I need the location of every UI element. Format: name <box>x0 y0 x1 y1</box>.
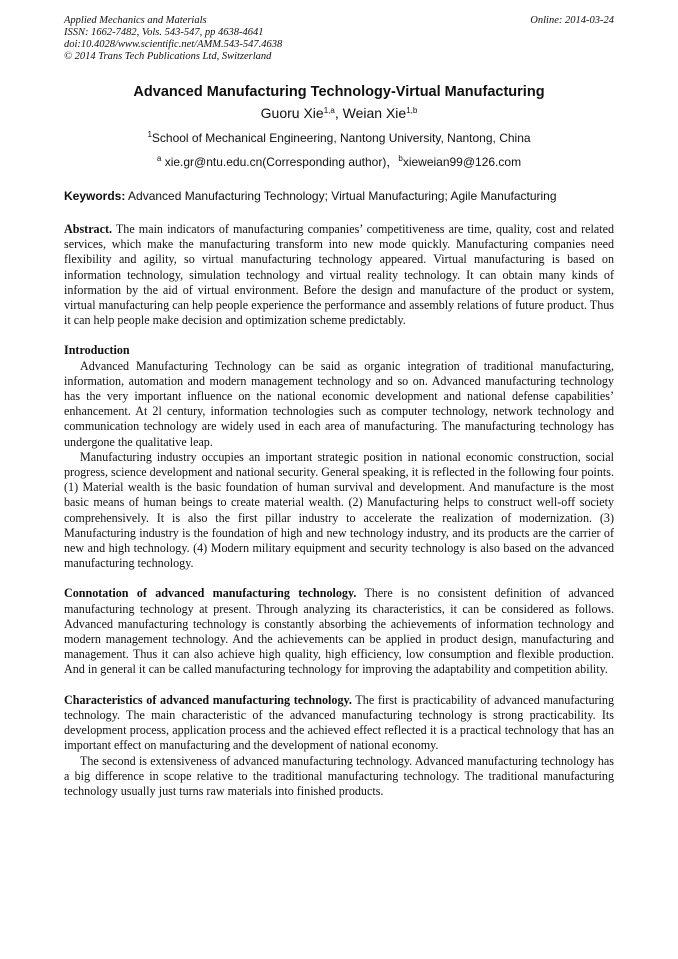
online-date: Online: 2014-03-24 <box>530 15 614 26</box>
keywords <box>64 189 614 204</box>
author-2-sup: 1,b <box>406 106 418 115</box>
author-1-sup: 1,a <box>323 106 335 115</box>
email-a[interactable]: xie.gr@ntu.edu.cn(Corresponding author)， <box>161 155 399 169</box>
author-1-name: Guoru Xie <box>260 105 324 121</box>
email-b[interactable]: xieweian99@126.com <box>402 155 522 169</box>
keywords-text: Advanced Manufacturing Technology; Virtual Manufacturing; Agile Manufacturing <box>125 189 557 203</box>
author-line <box>64 104 614 122</box>
affiliation-sup: 1 <box>147 130 152 139</box>
author-2-name: Weian Xie <box>342 105 407 121</box>
introduction-heading: Introduction <box>64 343 130 358</box>
journal-header <box>64 15 614 63</box>
abstract-label: Abstract. <box>64 222 113 236</box>
characteristics-text: The first is practicability of advanced manufacturing technology. The main characteristic of the advanced manufacturing technology is strong practicability. Its development process, application process and the achieved effect reflected it is a practical technology that has an important effect on manufacturing and the development of national economy. <box>64 692 614 753</box>
email-a-sup: a <box>156 154 162 163</box>
email-line <box>64 155 614 170</box>
journal-copyright: © 2014 Trans Tech Publications Ltd, Switzerland <box>64 51 272 62</box>
keywords-label: Keywords: <box>64 189 126 203</box>
introduction-paragraph-2: Manufacturing industry occupies an important strategic position in national economic construction, social progress, science development and national security. General speaking, it is reflected in the following four points. (1) Material wealth is the basic foundation of human survival and development. And manufacture is the most basic means of human beings to create material wealth. (2) Manufacturing helps to construct well-off society comprehensively. It is also the first pillar industry to accelerate the realization of modernization. (3) Manufacturing industry is the foundation of high and new technology industry, and its products are the carrier of new and high technology. (4) Modern military equipment and security technology is also based on the advanced manufacturing technology. <box>64 449 614 571</box>
connotation-section <box>64 586 614 677</box>
abstract-text: The main indicators of manufacturing companies’ competitiveness are time, quality, cost and related services, which make the manufacturing transform into new mode quickly. Manufacturing companies need flexibility and agility, so virtual manufacturing technology appeared. Virtual manufacturing is based on information technology, simulation technology and virtual reality technology. It can obtain many kinds of information by the aid of virtual environment. Before the design and manufacture of the product or system, virtual manufacturing can help people experience the performance and assembly relations of future product. Thus it can help people make decision and optimization scheme predictably. <box>64 222 614 328</box>
introduction-paragraph-1: Advanced Manufacturing Technology can be said as organic integration of traditional manufacturing, information, automation and modern management technology and so on. Advanced manufacturing technology has the very important influence on the national economic development and national defense capabilities’ enhancement. At 2l century, information technologies such as computer technology, network technology and communication technology are widely used in each area of manufacturing. The manufacturing technology has undergone the qualitative leap. <box>64 358 614 449</box>
author-separator: , <box>334 105 343 121</box>
characteristics-section <box>64 693 614 754</box>
abstract <box>64 222 614 328</box>
journal-issn: ISSN: 1662-7482, Vols. 543-547, pp 4638-4641 <box>64 27 264 38</box>
journal-doi: doi:10.4028/www.scientific.net/AMM.543-547.4638 <box>64 39 283 50</box>
connotation-label: Connotation of advanced manufacturing technology. <box>64 586 357 601</box>
affiliation <box>64 131 614 146</box>
paper-title: Advanced Manufacturing Technology-Virtual Manufacturing <box>133 84 545 100</box>
connotation-text: There is no consistent definition of advanced manufacturing technology at present. Through analyzing its characteristics, it can be considered as follows. Advanced manufacturing technology is constantly absorbing the achievements of information technology and modern management technology. And the achievements can be applied in product design, manufacturing and management. Thus it can also achieve high quality, high efficiency, low consumption and flexible production. And in general it can be called manufacturing technology for improving the adaptability and competition ability. <box>64 586 614 677</box>
characteristics-label: Characteristics of advanced manufacturing technology. <box>64 692 352 707</box>
characteristics-paragraph-2: The second is extensiveness of advanced manufacturing technology. Advanced manufacturing technology has a big difference in scope relative to the traditional manufacturing technology. The traditional manufacturing technology usually just turns raw materials into finished products. <box>64 753 614 798</box>
affiliation-text: School of Mechanical Engineering, Nantong University, Nantong, China <box>151 131 531 145</box>
email-b-sup: b <box>398 154 403 163</box>
journal-name: Applied Mechanics and Materials <box>64 15 207 26</box>
